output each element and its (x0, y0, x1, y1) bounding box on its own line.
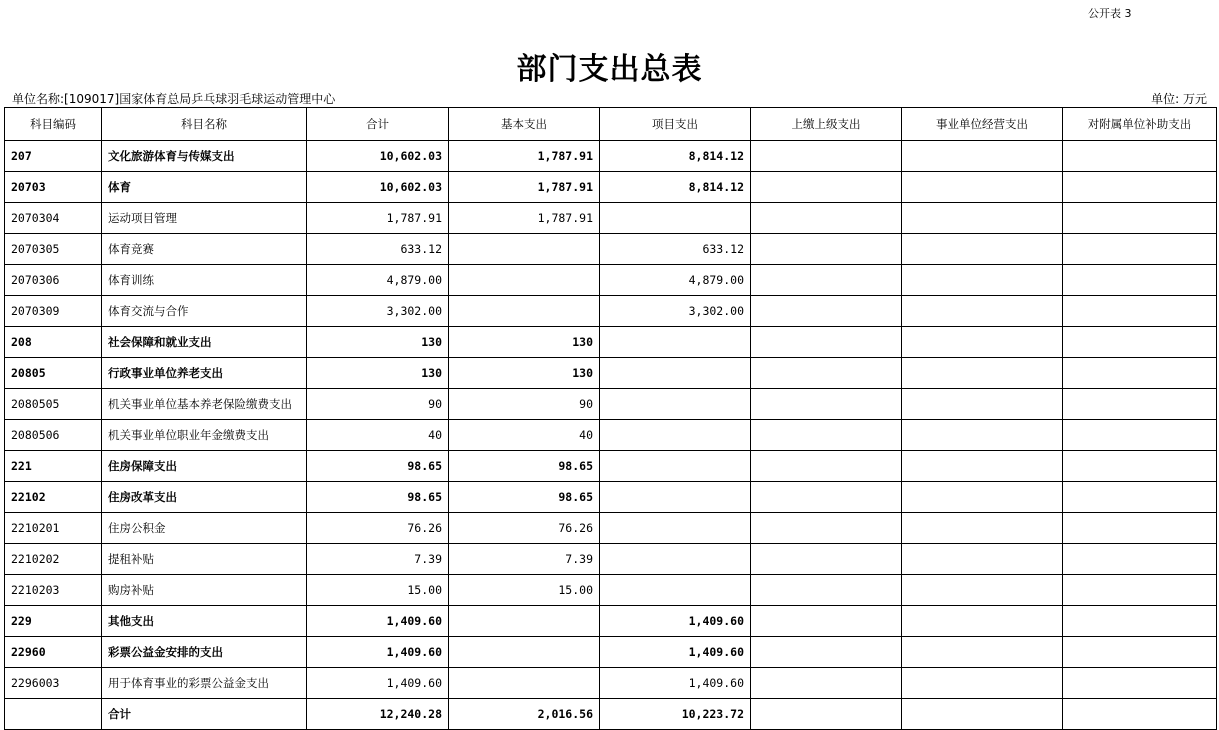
cell-code: 2070306 (5, 265, 102, 296)
table-header-row (5, 108, 1217, 141)
cell-total: 130 (307, 358, 449, 389)
cell-business (902, 482, 1063, 513)
cell-business (902, 513, 1063, 544)
cell-project (600, 420, 751, 451)
cell-upper (751, 606, 902, 637)
cell-basic: 130 (449, 358, 600, 389)
currency-unit: 单位: 万元 (1151, 92, 1207, 106)
cell-code: 2080505 (5, 389, 102, 420)
cell-code: 20703 (5, 172, 102, 203)
col-header-basic: 基本支出 (449, 108, 600, 141)
cell-business (902, 606, 1063, 637)
cell-subsidy (1063, 637, 1217, 668)
cell-name: 文化旅游体育与传媒支出 (102, 141, 307, 172)
cell-basic: 40 (449, 420, 600, 451)
cell-name: 住房公积金 (102, 513, 307, 544)
table-row (5, 358, 1217, 389)
table-row (5, 513, 1217, 544)
cell-basic (449, 606, 600, 637)
cell-business (902, 544, 1063, 575)
cell-code: 2070305 (5, 234, 102, 265)
cell-project (600, 203, 751, 234)
cell-basic: 2,016.56 (449, 699, 600, 730)
cell-project: 1,409.60 (600, 606, 751, 637)
cell-code: 2210201 (5, 513, 102, 544)
cell-total: 76.26 (307, 513, 449, 544)
cell-subsidy (1063, 606, 1217, 637)
cell-total: 1,409.60 (307, 668, 449, 699)
table-row (5, 575, 1217, 606)
cell-business (902, 203, 1063, 234)
cell-total: 7.39 (307, 544, 449, 575)
cell-name: 体育训练 (102, 265, 307, 296)
table-row (5, 606, 1217, 637)
table-row (5, 668, 1217, 699)
cell-upper (751, 389, 902, 420)
cell-business (902, 172, 1063, 203)
cell-upper (751, 203, 902, 234)
cell-total: 4,879.00 (307, 265, 449, 296)
col-header-total: 合计 (307, 108, 449, 141)
col-header-subsidy: 对附属单位补助支出 (1063, 108, 1217, 141)
cell-basic: 1,787.91 (449, 141, 600, 172)
table-row (5, 544, 1217, 575)
table-row (5, 296, 1217, 327)
cell-subsidy (1063, 575, 1217, 606)
cell-subsidy (1063, 544, 1217, 575)
cell-subsidy (1063, 513, 1217, 544)
cell-upper (751, 482, 902, 513)
cell-code: 229 (5, 606, 102, 637)
cell-project (600, 482, 751, 513)
cell-business (902, 637, 1063, 668)
cell-name: 行政事业单位养老支出 (102, 358, 307, 389)
cell-total: 130 (307, 327, 449, 358)
cell-name: 机关事业单位基本养老保险缴费支出 (102, 389, 307, 420)
cell-business (902, 234, 1063, 265)
cell-code: 22102 (5, 482, 102, 513)
cell-subsidy (1063, 389, 1217, 420)
cell-business (902, 141, 1063, 172)
cell-total: 633.12 (307, 234, 449, 265)
cell-upper (751, 575, 902, 606)
cell-project: 1,409.60 (600, 668, 751, 699)
col-header-upper: 上缴上级支出 (751, 108, 902, 141)
cell-subsidy (1063, 482, 1217, 513)
table-row (5, 203, 1217, 234)
cell-project: 3,302.00 (600, 296, 751, 327)
cell-name: 合计 (102, 699, 307, 730)
cell-project (600, 513, 751, 544)
table-row (5, 420, 1217, 451)
cell-total: 40 (307, 420, 449, 451)
cell-subsidy (1063, 141, 1217, 172)
cell-total: 98.65 (307, 482, 449, 513)
col-header-project: 项目支出 (600, 108, 751, 141)
cell-code: 208 (5, 327, 102, 358)
col-header-name: 科目名称 (102, 108, 307, 141)
cell-total: 1,409.60 (307, 637, 449, 668)
cell-project: 8,814.12 (600, 172, 751, 203)
table-row (5, 265, 1217, 296)
cell-subsidy (1063, 172, 1217, 203)
cell-subsidy (1063, 420, 1217, 451)
cell-name: 彩票公益金安排的支出 (102, 637, 307, 668)
cell-code: 20805 (5, 358, 102, 389)
cell-basic: 130 (449, 327, 600, 358)
cell-code: 207 (5, 141, 102, 172)
cell-upper (751, 668, 902, 699)
table-row (5, 637, 1217, 668)
cell-total: 10,602.03 (307, 172, 449, 203)
cell-total: 1,787.91 (307, 203, 449, 234)
cell-upper (751, 234, 902, 265)
cell-upper (751, 358, 902, 389)
table-row (5, 234, 1217, 265)
cell-project: 4,879.00 (600, 265, 751, 296)
cell-upper (751, 141, 902, 172)
table-row (5, 482, 1217, 513)
cell-name: 提租补贴 (102, 544, 307, 575)
cell-name: 体育交流与合作 (102, 296, 307, 327)
cell-basic (449, 668, 600, 699)
cell-name: 住房保障支出 (102, 451, 307, 482)
cell-name: 购房补贴 (102, 575, 307, 606)
table-body (5, 141, 1217, 730)
cell-project: 1,409.60 (600, 637, 751, 668)
cell-basic (449, 234, 600, 265)
cell-basic: 1,787.91 (449, 172, 600, 203)
col-header-code: 科目编码 (5, 108, 102, 141)
cell-business (902, 420, 1063, 451)
cell-name: 其他支出 (102, 606, 307, 637)
cell-upper (751, 327, 902, 358)
cell-total: 1,409.60 (307, 606, 449, 637)
cell-subsidy (1063, 327, 1217, 358)
cell-subsidy (1063, 296, 1217, 327)
cell-subsidy (1063, 451, 1217, 482)
cell-business (902, 358, 1063, 389)
cell-total: 98.65 (307, 451, 449, 482)
cell-code: 221 (5, 451, 102, 482)
unit-name: 单位名称:[109017]国家体育总局乒乓球羽毛球运动管理中心 (12, 92, 336, 106)
cell-subsidy (1063, 203, 1217, 234)
cell-project (600, 358, 751, 389)
cell-total: 12,240.28 (307, 699, 449, 730)
cell-upper (751, 513, 902, 544)
table-row (5, 389, 1217, 420)
col-header-business: 事业单位经营支出 (902, 108, 1063, 141)
cell-basic: 7.39 (449, 544, 600, 575)
cell-project (600, 389, 751, 420)
cell-project (600, 575, 751, 606)
cell-code: 2070309 (5, 296, 102, 327)
cell-upper (751, 451, 902, 482)
cell-name: 体育竞赛 (102, 234, 307, 265)
cell-subsidy (1063, 668, 1217, 699)
cell-upper (751, 637, 902, 668)
cell-project: 633.12 (600, 234, 751, 265)
cell-basic: 15.00 (449, 575, 600, 606)
cell-business (902, 389, 1063, 420)
cell-basic (449, 296, 600, 327)
cell-project: 8,814.12 (600, 141, 751, 172)
cell-name: 运动项目管理 (102, 203, 307, 234)
expenditure-table (4, 107, 1217, 730)
cell-name: 社会保障和就业支出 (102, 327, 307, 358)
cell-basic: 98.65 (449, 482, 600, 513)
cell-code: 2210202 (5, 544, 102, 575)
table-row (5, 172, 1217, 203)
form-number: 公开表 3 (1088, 7, 1132, 20)
cell-code: 22960 (5, 637, 102, 668)
cell-upper (751, 172, 902, 203)
cell-project (600, 451, 751, 482)
cell-name: 机关事业单位职业年金缴费支出 (102, 420, 307, 451)
cell-basic (449, 637, 600, 668)
cell-upper (751, 544, 902, 575)
cell-code: 2080506 (5, 420, 102, 451)
cell-basic: 1,787.91 (449, 203, 600, 234)
cell-project (600, 327, 751, 358)
cell-upper (751, 265, 902, 296)
table-row (5, 141, 1217, 172)
cell-business (902, 327, 1063, 358)
cell-code: 2210203 (5, 575, 102, 606)
cell-total: 15.00 (307, 575, 449, 606)
cell-business (902, 451, 1063, 482)
cell-business (902, 265, 1063, 296)
cell-total: 3,302.00 (307, 296, 449, 327)
cell-basic (449, 265, 600, 296)
cell-business (902, 575, 1063, 606)
cell-name: 用于体育事业的彩票公益金支出 (102, 668, 307, 699)
table-row (5, 327, 1217, 358)
page-title: 部门支出总表 (516, 52, 703, 87)
cell-subsidy (1063, 234, 1217, 265)
cell-code: 2070304 (5, 203, 102, 234)
cell-upper (751, 420, 902, 451)
cell-business (902, 668, 1063, 699)
cell-total: 10,602.03 (307, 141, 449, 172)
cell-subsidy (1063, 265, 1217, 296)
cell-project: 10,223.72 (600, 699, 751, 730)
cell-subsidy (1063, 358, 1217, 389)
cell-basic: 90 (449, 389, 600, 420)
cell-code: 2296003 (5, 668, 102, 699)
cell-basic: 76.26 (449, 513, 600, 544)
cell-project (600, 544, 751, 575)
cell-total: 90 (307, 389, 449, 420)
cell-basic: 98.65 (449, 451, 600, 482)
cell-name: 住房改革支出 (102, 482, 307, 513)
cell-name: 体育 (102, 172, 307, 203)
cell-upper (751, 296, 902, 327)
cell-business (902, 296, 1063, 327)
table-row (5, 451, 1217, 482)
